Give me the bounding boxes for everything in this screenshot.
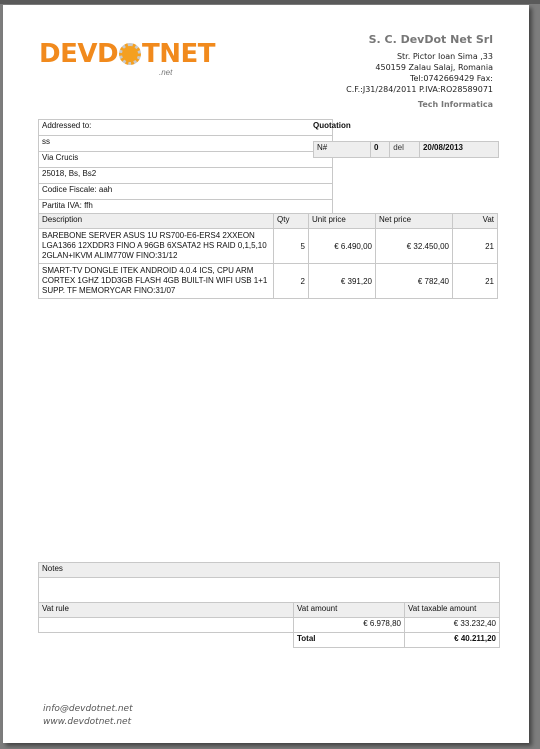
- col-description: Description: [39, 214, 274, 229]
- items-table: [38, 213, 498, 299]
- notes-body: [39, 578, 500, 603]
- company-phone: Tel:0742669429 Fax:: [409, 74, 493, 83]
- item-vat: 21: [453, 264, 498, 299]
- totals-table: [38, 602, 500, 648]
- footer-email: info@devdotnet.net: [43, 704, 133, 714]
- item-description: BAREBONE SERVER ASUS 1U RS700-E6-ERS4 2XXEON LGA1366 12XDDR3 FINO A 96GB 6XSATA2 HS RAID 0,1,5,10 2GLAN+IKVM ALIM770W FINO:31/12: [39, 229, 274, 264]
- col-vat: Vat: [453, 214, 498, 229]
- company-header: [243, 33, 493, 109]
- total-label: Total: [294, 633, 405, 648]
- notes-label: Notes: [39, 563, 500, 578]
- addressee-fiscal-code: Codice Fiscale: aah: [39, 184, 333, 200]
- addressee-city: 25018, Bs, Bs2: [39, 168, 333, 184]
- company-address-2: 450159 Zalau Salaj, Romania: [375, 63, 493, 72]
- addressee-label: Addressed to:: [39, 120, 333, 136]
- document-type: Quotation: [313, 121, 351, 130]
- document-number: 0: [371, 142, 390, 158]
- logo-wordmark: DEVD TNET: [39, 39, 216, 69]
- col-qty: Qty: [274, 214, 309, 229]
- date-label: del: [390, 142, 420, 158]
- addressee-table: [38, 119, 333, 216]
- gear-icon: [119, 43, 141, 65]
- addressee-name: ss: [39, 136, 333, 152]
- company-name: S. C. DevDot Net Srl: [368, 33, 493, 46]
- vat-amount-value: € 6.978,80: [294, 618, 405, 633]
- footer-contacts: [43, 703, 133, 729]
- addressee-vat: Partita IVA: ffh: [39, 200, 333, 216]
- company-address-1: Str. Pictor Ioan Sima ,33: [396, 52, 493, 61]
- vat-rule-value: [39, 618, 294, 633]
- total-spacer: [39, 633, 294, 648]
- company-fiscal: C.F.:J31/284/2011 P.IVA:RO28589071: [346, 85, 493, 94]
- vat-rule-label: Vat rule: [39, 603, 294, 618]
- table-row: [39, 264, 498, 299]
- total-value: € 40.211,20: [405, 633, 500, 648]
- vat-taxable-value: € 33.232,40: [405, 618, 500, 633]
- item-qty: 5: [274, 229, 309, 264]
- item-net-price: € 782,40: [376, 264, 453, 299]
- items-header-row: [39, 214, 498, 229]
- item-unit-price: € 6.490,00: [309, 229, 376, 264]
- item-net-price: € 32.450,00: [376, 229, 453, 264]
- document-page: [3, 5, 529, 743]
- document-info-box: [313, 141, 499, 158]
- footer-website: www.devdotnet.net: [43, 717, 132, 727]
- document-date: 20/08/2013: [419, 142, 498, 158]
- vat-amount-label: Vat amount: [294, 603, 405, 618]
- number-label: N#: [314, 142, 371, 158]
- vat-taxable-label: Vat taxable amount: [405, 603, 500, 618]
- notes-table: [38, 562, 500, 603]
- item-description: SMART-TV DONGLE ITEK ANDROID 4.0.4 ICS, CPU ARM CORTEX 1GHZ 1DD3GB FLASH 4GB BUILT-IN WIFI USB 1+1 SUPP. TF MEMORYCAR FINO:31/07: [39, 264, 274, 299]
- addressee-street: Via Crucis: [39, 152, 333, 168]
- company-logo: [39, 37, 216, 85]
- item-unit-price: € 391,20: [309, 264, 376, 299]
- item-vat: 21: [453, 229, 498, 264]
- col-net-price: Net price: [376, 214, 453, 229]
- item-qty: 2: [274, 264, 309, 299]
- table-row: [39, 229, 498, 264]
- col-unit-price: Unit price: [309, 214, 376, 229]
- viewer-top-bar: [0, 0, 540, 4]
- logo-subtext: .net: [159, 68, 173, 77]
- company-tagline: Tech Informatica: [417, 100, 493, 109]
